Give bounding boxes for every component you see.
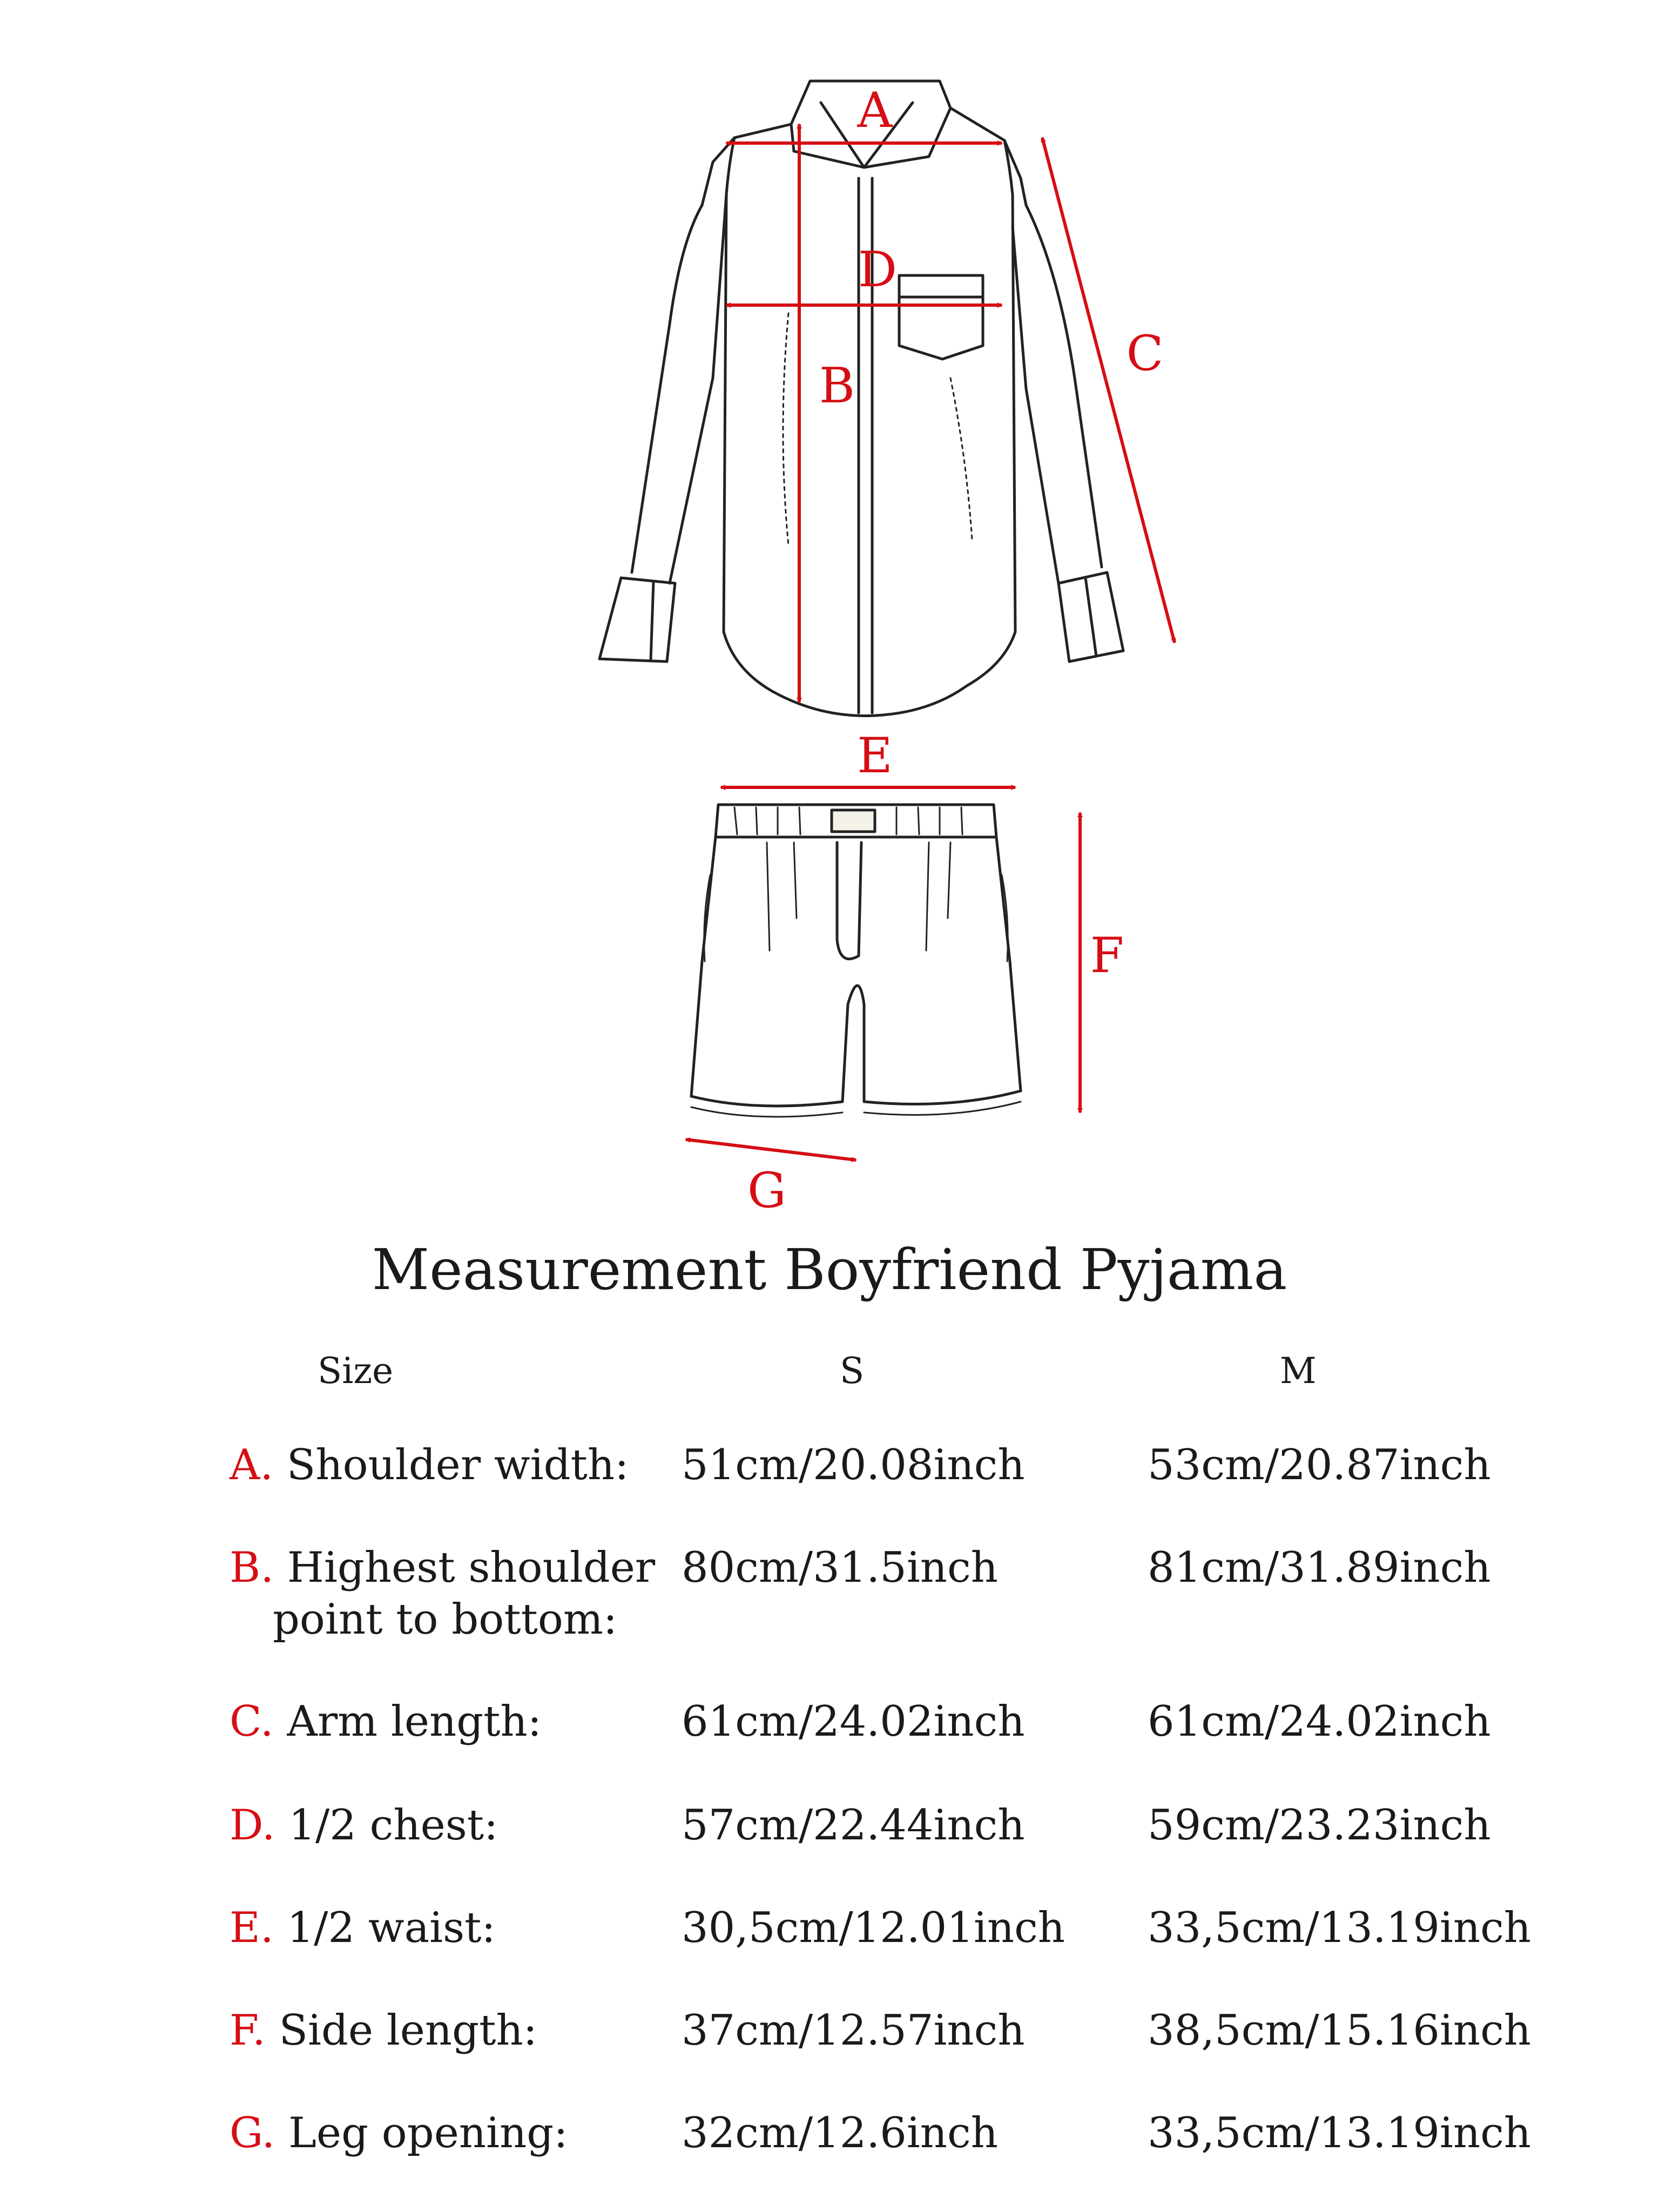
row-label: Leg opening: [288, 2109, 568, 2157]
measurement-arrows [686, 124, 1175, 1160]
shorts-illustration [691, 805, 1021, 1117]
row-label-e [230, 1902, 496, 1954]
row-value-s: 32cm/12.6inch [682, 2109, 998, 2157]
row-value-m: 33,5cm/13.19inch [1148, 1904, 1531, 1952]
shirt-illustration [599, 81, 1123, 716]
row-value-m: 59cm/23.23inch [1148, 1801, 1491, 1850]
row-label: Highest shoulder [287, 1543, 656, 1592]
row-value-s: 51cm/20.08inch [682, 1441, 1025, 1489]
header-size: Size [318, 1350, 394, 1392]
row-value-s: 37cm/12.57inch [682, 2006, 1025, 2055]
row-value-s: 30,5cm/12.01inch [682, 1904, 1065, 1952]
row-label: Shoulder width: [286, 1441, 629, 1489]
row-value-s: 57cm/22.44inch [682, 1801, 1025, 1850]
page-title: Measurement Boyfriend Pyjama [372, 1237, 1287, 1303]
row-value-m: 33,5cm/13.19inch [1148, 2109, 1531, 2157]
header-m: M [1280, 1350, 1317, 1392]
row-label-b [230, 1542, 655, 1645]
row-code: G. [230, 2109, 275, 2157]
row-label: 1/2 waist: [287, 1904, 496, 1952]
row-value-m: 38,5cm/15.16inch [1148, 2006, 1531, 2055]
row-label-f [230, 2005, 537, 2056]
row-code: B. [230, 1543, 274, 1592]
row-value-s: 80cm/31.5inch [682, 1543, 998, 1592]
row-code: E. [230, 1904, 274, 1952]
row-label: 1/2 chest: [288, 1801, 498, 1850]
row-code: A. [230, 1441, 274, 1489]
row-code: D. [230, 1801, 275, 1850]
header-s: S [840, 1350, 865, 1392]
label-e: E [857, 727, 893, 784]
row-label-a [230, 1439, 629, 1491]
label-g: G [747, 1162, 786, 1219]
label-b: B [819, 358, 855, 414]
label-a: A [857, 82, 893, 139]
row-code: C. [230, 1697, 274, 1746]
row-label: Side length: [279, 2006, 537, 2055]
row-label: Arm length: [287, 1697, 542, 1746]
row-value-m: 61cm/24.02inch [1148, 1697, 1491, 1746]
row-label-d [230, 1799, 498, 1851]
row-value-m: 81cm/31.89inch [1148, 1543, 1491, 1592]
label-f: F [1090, 927, 1124, 984]
label-c: C [1126, 325, 1164, 382]
label-d: D [858, 241, 898, 298]
row-value-m: 53cm/20.87inch [1148, 1441, 1491, 1489]
row-value-s: 61cm/24.02inch [682, 1697, 1025, 1746]
row-code: F. [230, 2006, 266, 2055]
row-label-line2: point to bottom: [273, 1595, 618, 1644]
row-label-g [230, 2107, 568, 2159]
arrow-g [686, 1139, 856, 1160]
arrow-c [1042, 138, 1175, 643]
row-label-c [230, 1696, 542, 1748]
